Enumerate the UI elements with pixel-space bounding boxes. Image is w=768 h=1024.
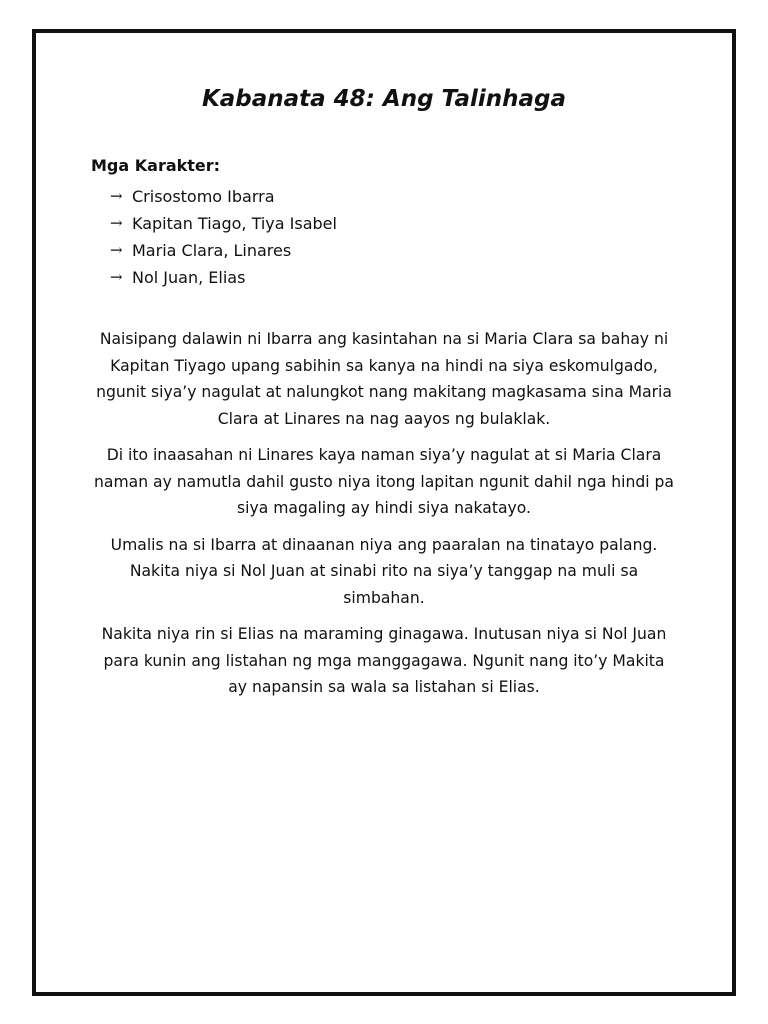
summary-paragraph: Naisipang dalawin ni Ibarra ang kasintahan na si Maria Clara sa bahay ni Kapitan Tiyago upang sabihin sa kanya na hindi na siya eskomulgado, ngunit siya’y nagulat at nalungkot nang makitang magkasama sina Maria Clara at Linares na nag aayos ng bulaklak. — [96, 330, 672, 428]
arrow-right-icon: → — [110, 187, 123, 205]
characters-heading: Mga Karakter: — [91, 156, 221, 175]
arrow-right-icon: → — [110, 241, 123, 259]
character-name: Crisostomo Ibarra — [132, 187, 275, 206]
list-item — [110, 183, 337, 210]
character-name: Nol Juan, Elias — [132, 268, 246, 287]
list-item — [110, 264, 337, 291]
summary-body — [94, 326, 674, 711]
arrow-right-icon: → — [110, 268, 123, 286]
page-border-frame — [32, 29, 736, 996]
summary-paragraph: Di ito inaasahan ni Linares kaya naman siya’y nagulat at si Maria Clara naman ay namutla dahil gusto niya itong lapitan ngunit dahil nga hindi pa siya magaling ay hindi siya nakatayo. — [94, 446, 674, 517]
character-name: Maria Clara, Linares — [132, 241, 292, 260]
character-name: Kapitan Tiago, Tiya Isabel — [132, 214, 337, 233]
arrow-right-icon: → — [110, 214, 123, 232]
summary-paragraph: Umalis na si Ibarra at dinaanan niya ang paaralan na tinatayo palang. Nakita niya si Nol Juan at sinabi rito na siya’y tanggap na muli sa simbahan. — [110, 535, 658, 607]
list-item — [110, 237, 337, 264]
list-item — [110, 210, 337, 237]
characters-list — [110, 183, 337, 291]
summary-paragraph: Nakita niya rin si Elias na maraming ginagawa. Inutusan niya si Nol Juan para kunin ang listahan ng mga manggagawa. Ngunit nang ito’y Makita ay napansin sa wala sa listahan si Elias. — [101, 625, 667, 696]
chapter-title: Kabanata 48: Ang Talinhaga — [201, 86, 567, 112]
